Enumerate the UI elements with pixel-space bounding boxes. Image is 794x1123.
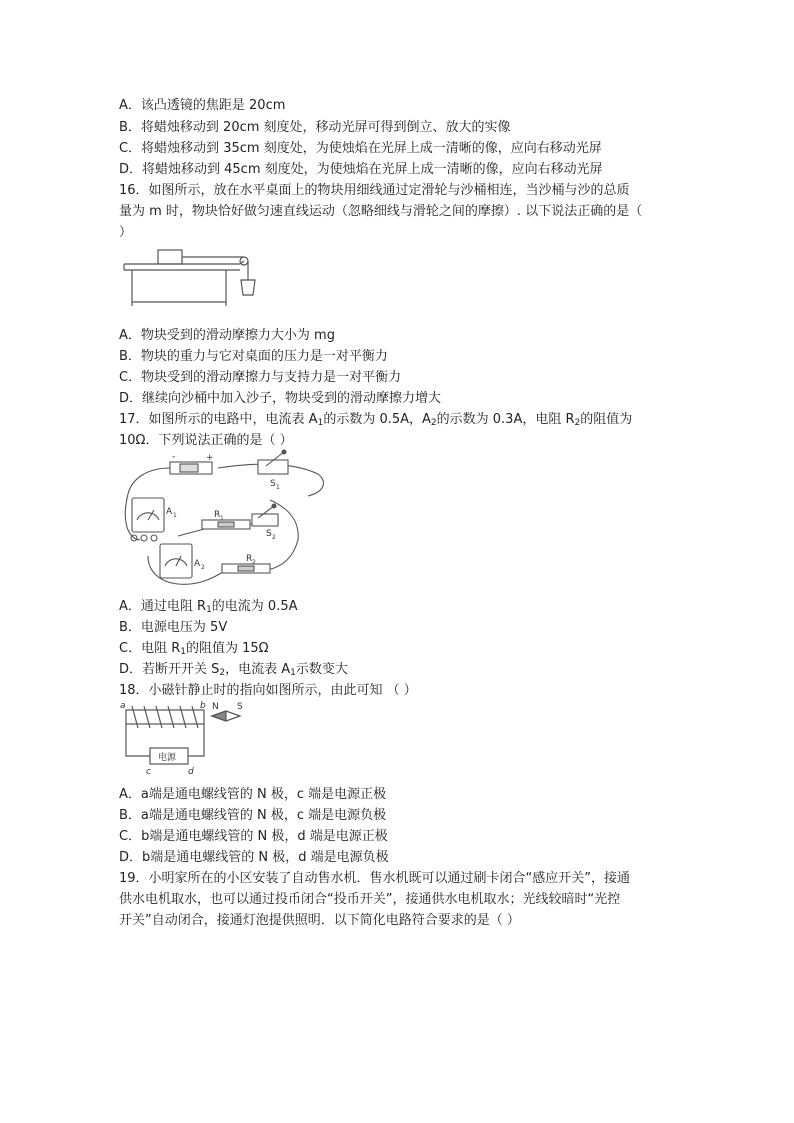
- q15-option-d: D．将蜡烛移动到 45cm 刻度处，为使烛焰在光屏上成一清晰的像，应向右移动光屏: [119, 162, 603, 177]
- svg-text:1: 1: [173, 512, 177, 519]
- battery-minus-label: -: [172, 452, 176, 462]
- ammeter-a1: [132, 498, 164, 532]
- switch-s1: [258, 460, 288, 474]
- s1-label: S: [270, 479, 276, 489]
- s2-label: S: [266, 529, 272, 539]
- power-source-label: 电源: [158, 753, 177, 763]
- q18-option-b: B．a端是通电螺线管的 N 极，c 端是电源负极: [119, 808, 387, 823]
- needle-s-label: S: [237, 702, 243, 712]
- label-c: c: [146, 767, 151, 777]
- q16-option-a: A．物块受到的滑动摩擦力大小为 mg: [119, 328, 335, 343]
- a2-label: A: [194, 559, 201, 569]
- q16-table-pulley-figure: [118, 240, 268, 320]
- svg-text:2: 2: [201, 564, 205, 571]
- label-a: a: [120, 701, 126, 711]
- svg-text:2: 2: [252, 559, 256, 566]
- q18-option-d: D．b端是通电螺线管的 N 极，d 端是电源负极: [119, 850, 389, 865]
- q18-option-a: A．a端是通电螺线管的 N 极，c 端是电源正极: [119, 787, 387, 802]
- r1-label: R: [214, 510, 221, 520]
- q15-option-a: A．该凸透镜的焦距是 20cm: [119, 98, 286, 113]
- q15-option-b: B．将蜡烛移动到 20cm 刻度处，移动光屏可得到倒立、放大的实像: [119, 120, 511, 135]
- q15-option-c: C．将蜡烛移动到 35cm 刻度处，为使烛焰在光屏上成一清晰的像，应向右移动光屏: [119, 141, 602, 156]
- q17-stem-line2: 10Ω．下列说法正确的是（ ）: [119, 433, 293, 448]
- q19-stem-line1: 19．小明家所在的小区安装了自动售水机．售水机既可以通过刷卡闭合“感应开关”，接通: [119, 871, 631, 886]
- sand-bucket: [241, 280, 255, 295]
- q17-option-d: D．若断开开关 $S_2$，电流表 $A_1$示数变大: [119, 662, 348, 678]
- q18-stem: 18．小磁针静止时的指向如图所示，由此可知 （ ）: [119, 683, 417, 698]
- switch-s2: [252, 514, 278, 526]
- q16-option-d: D．继续向沙桶中加入沙子，物块受到的滑动摩擦力增大: [119, 391, 442, 406]
- q17-option-b: B．电源电压为 5V: [119, 620, 228, 635]
- q18-solenoid-figure: [118, 700, 248, 780]
- q19-stem-line3: 开关”自动闭合，接通灯泡提供照明．以下简化电路符合要求的是（ ）: [119, 913, 520, 928]
- needle-n-label: N: [212, 702, 219, 712]
- q17-circuit-figure: [118, 448, 328, 590]
- svg-text:1: 1: [276, 484, 280, 491]
- solenoid-core: [126, 710, 204, 724]
- svg-text:2: 2: [272, 534, 276, 541]
- q17-stem-line1: 17．如图所示的电路中，电流表 $A_1$的示数为 0.5A，$A_2$的示数为 0.3A，电阻 $R_2$的阻值为: [119, 412, 633, 428]
- svg-text:1: 1: [220, 515, 224, 522]
- label-d: d: [188, 767, 194, 777]
- q16-stem-line3: ）: [119, 225, 133, 240]
- q16-option-b: B．物块的重力与它对桌面的压力是一对平衡力: [119, 349, 388, 364]
- q17-option-c: C．电阻 $R_1$的阻值为 15Ω: [119, 641, 269, 657]
- battery-plus-label: +: [206, 453, 214, 463]
- q19-stem-line2: 供水电机取水，也可以通过投币闭合“投币开关”，接通供水电机取水；光线较暗时“光控: [119, 892, 621, 907]
- ammeter-a2: [160, 544, 192, 578]
- label-b: b: [200, 701, 206, 711]
- a1-label: A: [166, 507, 173, 517]
- q16-stem-line1: 16．如图所示，放在水平桌面上的物块用细线通过定滑轮与沙桶相连，当沙桶与沙的总质: [119, 183, 630, 198]
- q16-stem-line2: 量为 m 时，物块恰好做匀速直线运动（忽略细线与滑轮之间的摩擦）. 以下说法正确的是（: [119, 204, 643, 219]
- q16-option-c: C．物块受到的滑动摩擦力与支持力是一对平衡力: [119, 370, 402, 385]
- q17-option-a: A．通过电阻 $R_1$的电流为 0.5A: [119, 599, 298, 615]
- r2-label: R: [246, 554, 253, 564]
- q18-option-c: C．b端是通电螺线管的 N 极，d 端是电源正极: [119, 829, 388, 844]
- block: [158, 250, 182, 264]
